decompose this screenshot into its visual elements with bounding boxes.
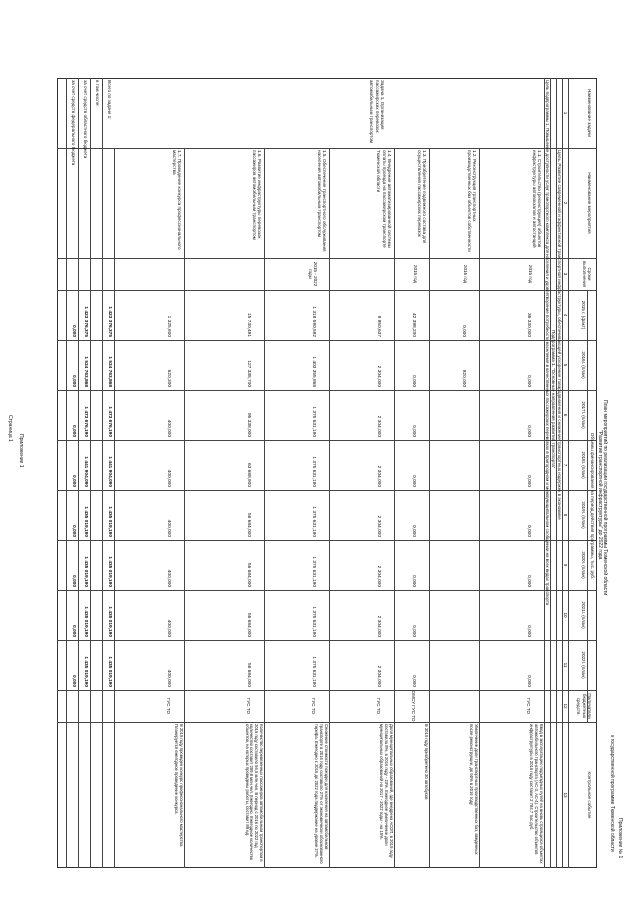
total-divider (102, 78, 103, 868)
header-c1: Наименование задачи (587, 89, 592, 137)
activity-term: 2015 год (528, 264, 533, 284)
total-value: 0,000 (71, 674, 76, 687)
activity-term: 2016 год (463, 264, 468, 284)
financing-value: 0,000 (411, 524, 416, 537)
activity-name: 1.7. Проведение конкурса профессионального мастерства (171, 150, 182, 250)
total-value: 0,000 (71, 374, 76, 387)
total-label: в том числе: (95, 80, 100, 107)
total-value: 1 435 019,190 (83, 506, 88, 537)
total-value: 1 435 019,190 (107, 656, 112, 687)
column-divider (57, 290, 597, 291)
column-number: 13 (563, 792, 568, 798)
financing-value: 0,000 (411, 424, 416, 437)
activity-term: 2015 - 2022 годы (307, 261, 318, 287)
column-number: 8 (563, 513, 568, 517)
financing-value: 1 375 631,190 (311, 606, 316, 637)
activity-name: 1.4. Внедрение автоматизированной системы оплаты проезда на пассажирском транспорте Тюменской области (376, 150, 392, 248)
column-number: 4 (563, 313, 568, 317)
column-divider (57, 440, 597, 441)
column-number: 3 (563, 272, 568, 276)
header-c4: 2015 г. (факт) (581, 300, 586, 330)
financing-value: 0,000 (411, 674, 416, 687)
column-divider (57, 340, 597, 341)
column-divider (57, 490, 597, 491)
financing-value: 63 688,900 (246, 462, 251, 487)
column-number: 10 (563, 612, 568, 618)
header-c11: 2022г. (план) (581, 651, 586, 679)
financing-value: 0,000 (526, 374, 531, 387)
row-divider (329, 148, 330, 868)
header-c8: 2019г. (план) (581, 501, 586, 529)
total-value: 1 423 376,375 (107, 306, 112, 337)
total-divider (90, 78, 91, 868)
financing-value: 1 375 631,190 (311, 506, 316, 537)
control-event: Доля муниципальных образований, где внедрена АСОП, в 2015 году составила 8%, в 2016 году - 23%. Ежегодное увеличение доли муниципальных образований на 2017 - 2022 годы - на 15%. (379, 724, 394, 858)
total-value: 0,000 (71, 424, 76, 437)
financing-value: 400,000 (166, 419, 171, 437)
document-title-line-2: "Развитие транспортной инфраструктуры" до 2022 года (597, 430, 603, 560)
total-value: 1 435 019,190 (107, 556, 112, 587)
financing-value: 400,000 (166, 619, 171, 637)
financing-value: 1 325,800 (166, 315, 171, 337)
financing-value: 620,300 (166, 369, 171, 387)
financing-value: 0,000 (526, 424, 531, 437)
page-footer: Страница 1 (7, 415, 13, 442)
financing-value: 2 304,000 (376, 565, 381, 587)
total-value: 1 435 019,190 (83, 606, 88, 637)
financing-value: 400,000 (166, 519, 171, 537)
financing-value: 56 684,000 (246, 512, 251, 537)
total-value: 1 473 676,190 (83, 406, 88, 437)
activity-term: 2015 год (413, 264, 418, 284)
total-divider (66, 78, 67, 868)
financing-value: 56 684,000 (246, 612, 251, 637)
budget-recipient: ГУС ТО (311, 697, 316, 715)
activity-name: 1.1. Строительство (реконструкция) объектов инфраструктуры автовокзалов и автостанций (531, 150, 542, 248)
financing-value: 0,000 (526, 624, 531, 637)
control-event: В 2015 году проведен конкурс профессионального мастерства. Планируется ежегодное проведение конкурса. (174, 724, 184, 848)
financing-value: 0,000 (411, 474, 416, 487)
header-c5: 2016г. (план) (581, 351, 586, 379)
header-divider (568, 78, 569, 868)
total-label: Всего по задаче 1: (107, 80, 112, 120)
financing-value: 56 684,000 (246, 562, 251, 587)
total-value: 1 435 019,190 (83, 656, 88, 687)
total-value: 1 441 904,090 (83, 456, 88, 487)
row-divider (264, 148, 265, 868)
budget-recipient: ГУС ТО (526, 697, 531, 715)
financing-value: 2 304,000 (376, 415, 381, 437)
budget-recipient: ГУС ТО (166, 697, 171, 715)
total-value: 1 441 904,090 (107, 456, 112, 487)
header-c13: Контрольное событие (587, 771, 592, 819)
header-c10: 2021г. (план) (581, 601, 586, 629)
financing-value: 0,000 (461, 324, 466, 337)
column-divider (57, 148, 597, 149)
total-value: 0,000 (71, 324, 76, 337)
financing-value: 0,000 (526, 674, 531, 687)
budget-recipient: ГУС ТО (246, 697, 251, 715)
financing-value: 1 318 590,592 (311, 306, 316, 337)
appendix-left-label: Приложение 1 (18, 434, 24, 468)
control-event: Снижение стоимости поездки для населения на автомобильном транспорте в 2016 году составило 27% от экономически обоснованного тарифа. Ежегодно с 2016 до 2022 года поддержание на уровне 27%. (314, 724, 329, 864)
financing-value: 9 950,637 (376, 315, 381, 337)
financing-value: 400,000 (166, 669, 171, 687)
header-financing-group: Объемы финансирования на период действия программы, тыс. руб. (590, 432, 595, 580)
financing-value: 400,000 (166, 469, 171, 487)
financing-value: 2 304,000 (376, 665, 381, 687)
task-text: Цель подпрограммы 1. Повышение доступности услуг транспортного комплекса для населения и удовлетворение потребности населения в качественных пассажирских перевозках в пригородном и межмуниципальном сообщении на всех видах транспорта (545, 80, 550, 606)
column-divider (57, 258, 597, 259)
total-value: 0,000 (71, 524, 76, 537)
column-divider (57, 540, 597, 541)
financing-value: 920,000 (461, 369, 466, 387)
financing-value: 42 398,200 (411, 312, 416, 337)
row-divider (184, 148, 185, 868)
control-event: Ввод в эксплуатацию подъездных путей на вновь строящихся объектах автомобильного транспорта (АС-3, АС-4). Строительство объектов инфраструктуры в 2015 году составит 2 784,7 тыс.руб. (529, 724, 544, 864)
column-divider (57, 722, 597, 723)
total-value: 0,000 (71, 624, 76, 637)
total-value: 0,000 (71, 574, 76, 587)
financing-value: 1 403 355,868 (311, 356, 316, 387)
control-event: Количество перевезенных пассажиров автомобильным транспортом в 2015 году составило 56,5 млн.чел. В период с 2016 по 2022 год количество составит 209,8 млн.чел. Ежегодно. Ежегодное количество объектов, на которых проведены работы, составит 89 ед. (244, 724, 264, 862)
column-divider (57, 390, 597, 391)
column-number: 12 (563, 703, 568, 709)
total-value: 1 534 763,868 (107, 356, 112, 387)
column-divider (57, 690, 597, 691)
total-value: 1 435 019,190 (83, 556, 88, 587)
header-c6: 2017г. (план) (581, 401, 586, 429)
column-divider (57, 590, 597, 591)
financing-value: 0,000 (411, 624, 416, 637)
financing-value: 400,000 (166, 569, 171, 587)
total-value: 1 423 376,375 (83, 306, 88, 337)
financing-value: 0,000 (526, 574, 531, 587)
financing-value: 1 375 631,190 (311, 406, 316, 437)
total-value: 0,000 (71, 474, 76, 487)
goal-text: Цель. Развитие современной и эффективной транспортной инфраструктуры, обеспечивающей ускорение товародвижения и снижение транспортных издержек в экономике (557, 150, 562, 520)
financing-value: 2 304,000 (376, 465, 381, 487)
column-number: 6 (563, 413, 568, 417)
activity-name: 1.3. Приобретение подвижного состава для осуществления пассажирских перевозок (416, 150, 427, 244)
control-event: Увеличение доли транспортных производственных баз, введенных после реконструкции, до 50% в 2016 году (469, 724, 479, 855)
financing-value: 1 375 631,190 (311, 656, 316, 687)
financing-value: 127 338,700 (246, 360, 251, 387)
control-event: В 2015 году приобретено 30 автобусов (424, 724, 429, 800)
document-title-line-1: План мероприятий по реализации государственной программы Тюменской области (602, 400, 608, 596)
total-value: 1 473 676,190 (107, 406, 112, 437)
total-divider (78, 78, 79, 868)
total-value: 1 435 019,190 (107, 506, 112, 537)
total-label: за счет средств областного бюджета (83, 80, 88, 159)
total-value: 1 435 019,190 (107, 606, 112, 637)
activity-name: 1.6. Развитие инфраструктуры перевозок пассажиров автомобильным транспортом (251, 150, 262, 240)
total-label: за счет средств федерального бюджета (71, 80, 76, 166)
financing-value: 2 304,000 (376, 515, 381, 537)
activity-name: 1.2. Реконструкция транспортных производственных баз объектов собственности (466, 150, 477, 252)
financing-value: 95 338,000 (246, 412, 251, 437)
header-c3: Сроки выполнения (581, 260, 592, 288)
row-divider (429, 148, 430, 868)
appendix-header-line-1: Приложение № 1 (617, 818, 623, 859)
header-c9: 2020г. (план) (581, 551, 586, 579)
financing-value: 0,000 (526, 474, 531, 487)
column-number: 9 (563, 563, 568, 567)
group-divider (587, 290, 588, 722)
total-value: 1 534 763,868 (83, 356, 88, 387)
column-divider (57, 640, 597, 641)
column-number: 7 (563, 463, 568, 467)
financing-value: 0,000 (411, 574, 416, 587)
budget-recipient: ОМСУ ГУС ТО (411, 690, 416, 722)
row-divider (114, 148, 115, 868)
header-c2: Наименование мероприятия (587, 172, 592, 234)
header-c7: 2018г. (план) (581, 451, 586, 479)
column-number: 11 (563, 662, 568, 668)
budget-recipient: ГУС ТО (376, 697, 381, 715)
activity-name: 1.5. Обеспечение транспортного обслуживания населения автомобильным транспортом (316, 150, 327, 252)
task-name: Задача 1. Организация пассажирских перевозок автомобильным транспортом (369, 80, 385, 144)
financing-value: 2 304,000 (376, 615, 381, 637)
column-number: 2 (563, 201, 568, 205)
financing-value: 2 304,000 (376, 365, 381, 387)
row-divider (394, 148, 395, 868)
financing-value: 1 375 631,190 (311, 556, 316, 587)
financing-value: 1 375 631,190 (311, 456, 316, 487)
header-c12: Получатели бюджетных средств (576, 693, 592, 719)
column-number: 5 (563, 363, 568, 367)
appendix-header-line-2: к государственной программе Тюменской области (609, 735, 615, 852)
financing-value: 36 330,000 (526, 312, 531, 337)
financing-value: 0,000 (526, 524, 531, 537)
subprogram-text: Подпрограмма 1. "Основные направления развития транспорта" (551, 330, 556, 469)
row-divider (479, 148, 480, 868)
financing-value: 56 684,000 (246, 662, 251, 687)
column-number: 1 (563, 111, 568, 115)
financing-value: 15 730,491 (246, 312, 251, 337)
financing-value: 0,000 (411, 374, 416, 387)
